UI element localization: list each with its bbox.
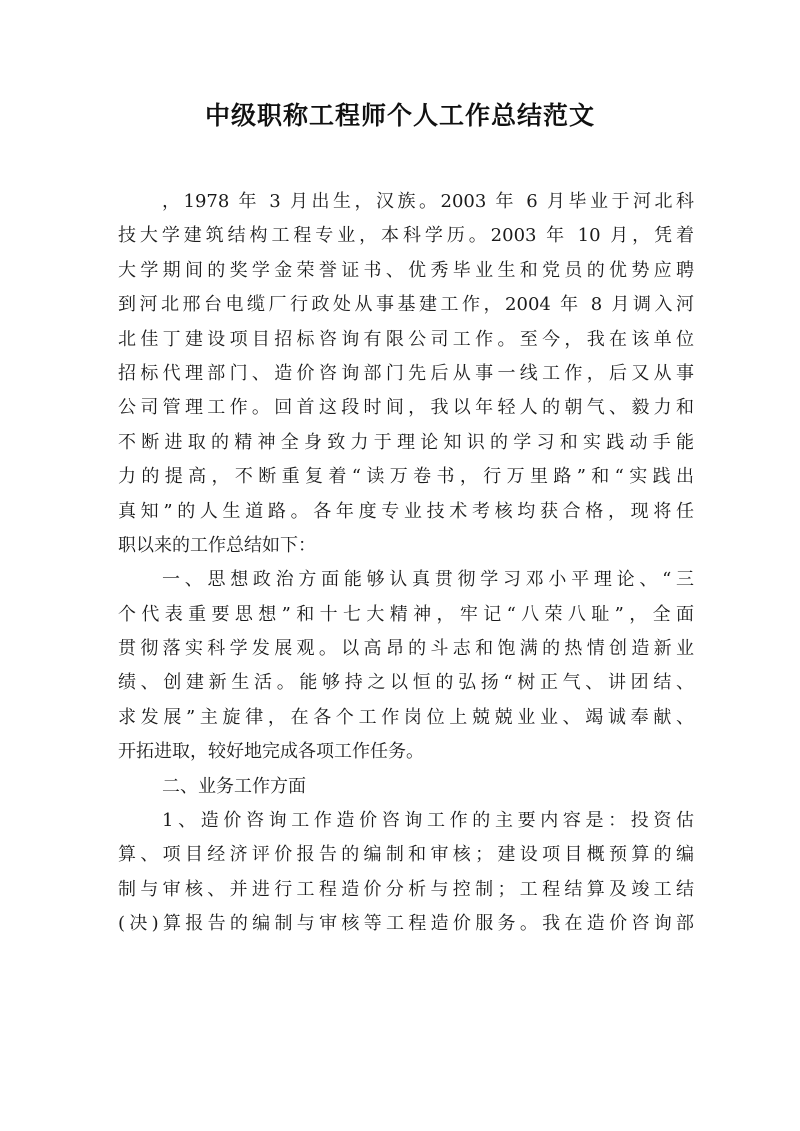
text-line: 1、造价咨询工作造价咨询工作的主要内容是：投资估 (162, 810, 694, 832)
section-heading: 二、业务工作方面 (162, 775, 306, 797)
text-line: 算、项目经济评价报告的编制和审核；建设项目概预算的编 (118, 844, 694, 866)
text-line: 公司管理工作。回首这段时间，我以年轻人的朝气、毅力和 (118, 397, 694, 419)
text-line: 开拓进取，较好地完成各项工作任务。 (118, 741, 424, 763)
text-line: 北佳丁建设项目招标咨询有限公司工作。至今，我在该单位 (118, 328, 694, 350)
text-line: 技大学建筑结构工程专业，本科学历。2003 年 10 月，凭着 (118, 225, 694, 247)
text-line: 求发展”主旋律，在各个工作岗位上兢兢业业、竭诚奉献、 (118, 706, 694, 728)
text-line: 真知”的人生道路。各年度专业技术考核均获合格，现将任 (118, 500, 694, 522)
text-line: (决)算报告的编制与审核等工程造价服务。我在造价咨询部 (118, 913, 694, 935)
text-line: 不断进取的精神全身致力于理论知识的学习和实践动手能 (118, 431, 694, 453)
text-line: ，1978 年 3 月出生，汉族。2003 年 6 月毕业于河北科 (162, 191, 694, 212)
text-line: 职以来的工作总结如下： (118, 534, 316, 556)
text-line: 一、思想政治方面能够认真贯彻学习邓小平理论、“三 (162, 569, 694, 591)
text-line: 个代表重要思想”和十七大精神，牢记“八荣八耻”，全面 (118, 603, 694, 625)
text-line: 力的提高，不断重复着“读万卷书，行万里路”和“实践出 (118, 466, 694, 488)
text-line: 绩、创建新生活。能够持之以恒的弘扬“树正气、讲团结、 (118, 672, 694, 694)
text-line: 贯彻落实科学发展观。以高昂的斗志和饱满的热情创造新业 (118, 638, 694, 660)
document-title: 中级职称工程师个人工作总结范文 (204, 101, 595, 130)
text-line: 制与审核、并进行工程造价分析与控制；工程结算及竣工结 (118, 878, 694, 900)
text-line: 招标代理部门、造价咨询部门先后从事一线工作，后又从事 (118, 362, 694, 384)
text-line: 大学期间的奖学金荣誉证书、优秀毕业生和党员的优势应聘 (118, 259, 694, 281)
text-line: 到河北邢台电缆厂行政处从事基建工作，2004 年 8 月调入河 (118, 294, 694, 316)
document-body (118, 185, 694, 942)
